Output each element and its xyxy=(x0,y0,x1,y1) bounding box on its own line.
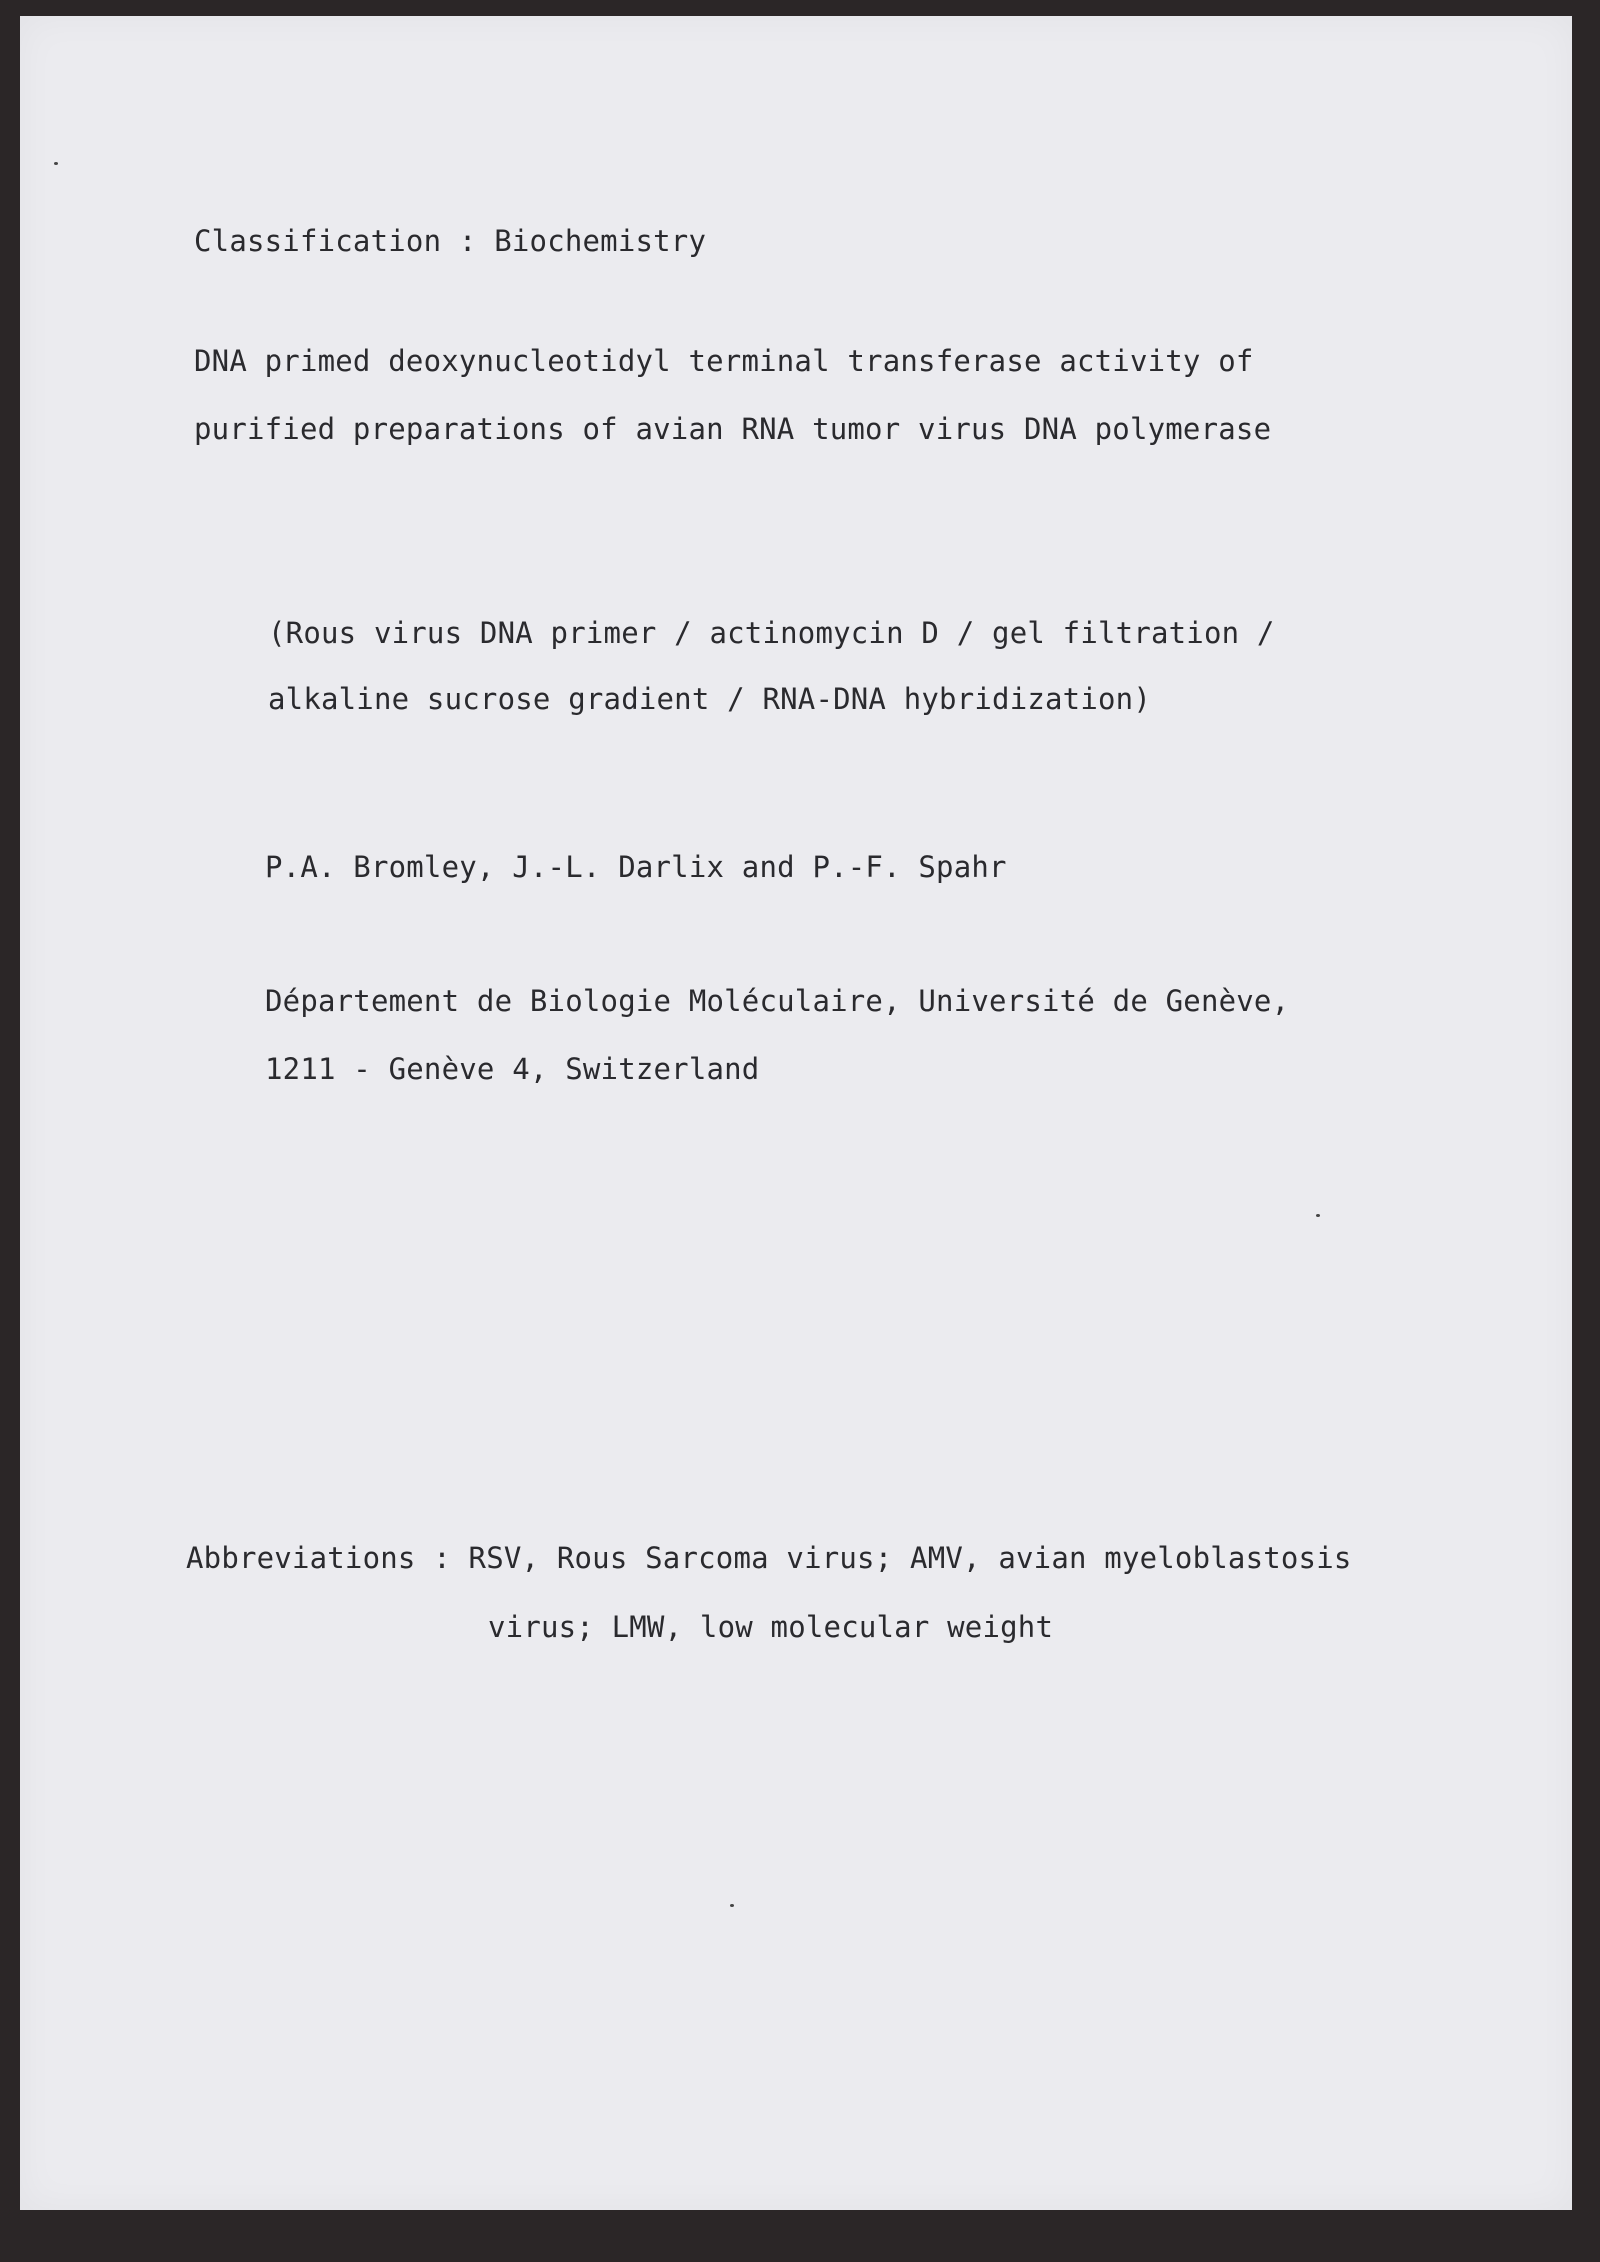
paper-speck xyxy=(54,162,58,165)
affiliation-line-1: Département de Biologie Moléculaire, Université de Genève, xyxy=(265,984,1290,1018)
paper-speck xyxy=(730,1904,734,1907)
paper-page xyxy=(20,16,1572,2210)
keywords-line-2: alkaline sucrose gradient / RNA-DNA hybridization) xyxy=(268,682,1151,716)
affiliation-line-2: 1211 - Genève 4, Switzerland xyxy=(265,1052,760,1086)
keywords-line-1: (Rous virus DNA primer / actinomycin D / gel filtration / xyxy=(268,616,1275,650)
abbreviations-line-2: virus; LMW, low molecular weight xyxy=(488,1610,1054,1644)
classification-line: Classification : Biochemistry xyxy=(194,224,707,258)
title-line-1: DNA primed deoxynucleotidyl terminal transferase activity of xyxy=(194,344,1254,378)
authors-line: P.A. Bromley, J.-L. Darlix and P.-F. Spahr xyxy=(265,850,1007,884)
title-line-2: purified preparations of avian RNA tumor virus DNA polymerase xyxy=(194,412,1272,446)
paper-speck xyxy=(1316,1214,1320,1217)
abbreviations-line-1: Abbreviations : RSV, Rous Sarcoma virus; AMV, avian myeloblastosis xyxy=(186,1541,1352,1575)
